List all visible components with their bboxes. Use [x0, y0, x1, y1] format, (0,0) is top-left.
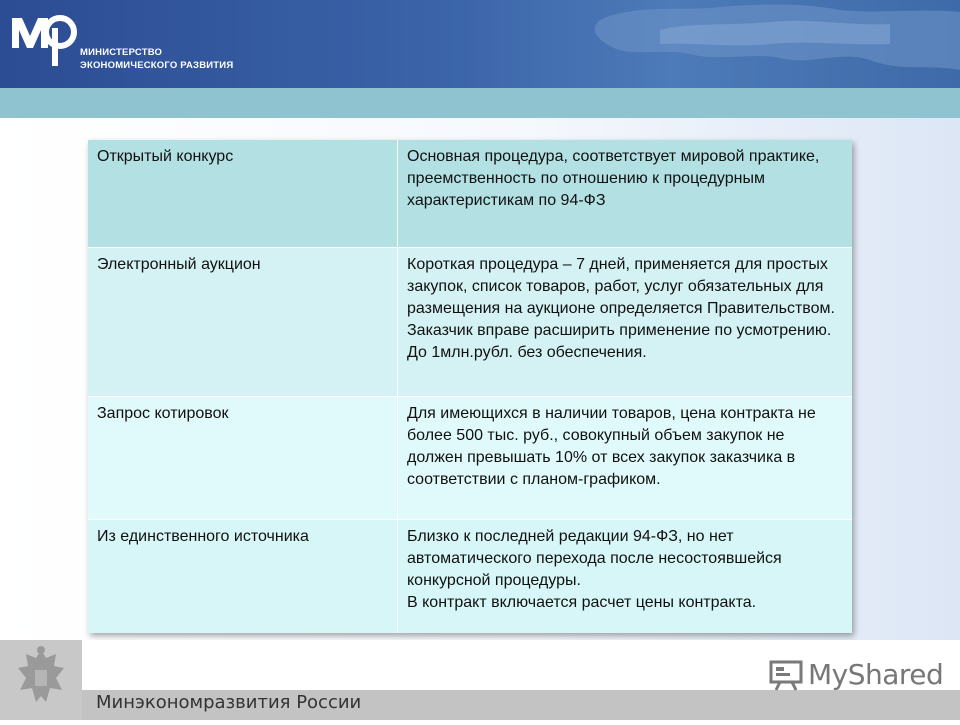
- ministry-logo-icon: [8, 8, 78, 68]
- method-description: Близко к последней редакции 94-ФЗ, но нет автоматического перехода после несостоявшейся конкурсной процедуры. В контракт включается расчет цены контракта.: [407, 528, 782, 611]
- world-map-decoration: [540, 0, 960, 88]
- footer-ministry-name: Минэкономразвития России: [96, 692, 362, 713]
- method-name: Электронный аукцион: [88, 248, 398, 396]
- emblem-container: [0, 640, 82, 720]
- coat-of-arms-icon: [0, 640, 82, 720]
- table-row: [88, 397, 852, 520]
- method-name: Из единственного источника: [88, 520, 398, 633]
- ministry-name: [80, 46, 233, 72]
- table-row: [88, 520, 852, 633]
- presentation-board-icon: [768, 656, 804, 692]
- method-description: Короткая процедура – 7 дней, применяется для простых закупок, список товаров, работ, услуг обязательных для размещения на аукционе определяется Правительством. Заказчик вправе расширить применение по усмотрению. До 1млн.рубл. без обеспечения.: [407, 256, 835, 361]
- procurement-methods-table: [88, 140, 852, 633]
- watermark-text: MyShared: [808, 657, 944, 691]
- header-banner: [0, 0, 960, 88]
- method-description: Основная процедура, соответствует мировой практике, преемственность по отношению к процедурным характеристикам по 94-ФЗ: [407, 148, 820, 209]
- ministry-name-line1: МИНИСТЕРСТВО: [80, 47, 163, 58]
- myshared-watermark: [768, 654, 943, 694]
- header-strip: [0, 88, 960, 118]
- ministry-name-line2: ЭКОНОМИЧЕСКОГО РАЗВИТИЯ: [80, 60, 234, 71]
- method-name: Запрос котировок: [88, 397, 398, 519]
- method-description: Для имеющихся в наличии товаров, цена контракта не более 500 тыс. руб., совокупный объем закупок не должен превышать 10% от всех закупок заказчика в соответствии с планом-графиком.: [407, 405, 816, 488]
- method-name: Открытый конкурс: [88, 140, 398, 247]
- table-row: [88, 140, 852, 248]
- table-row: [88, 248, 852, 397]
